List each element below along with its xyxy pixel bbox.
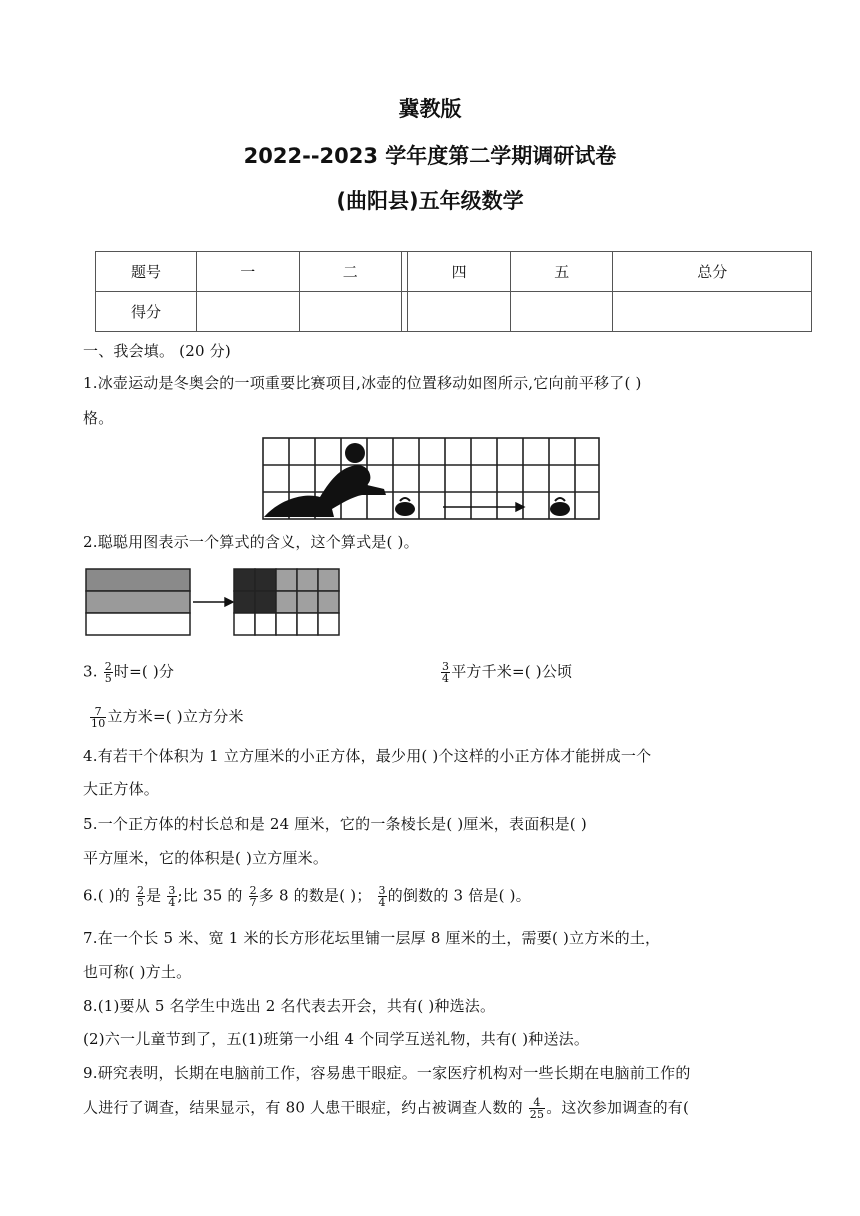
question-6-part: 6.( )的 [83, 886, 130, 905]
fraction: $\frac{2}{5}$ [104, 660, 112, 685]
score-cell: 二 [299, 252, 402, 292]
question-4-text: 4.有若干个体积为 1 立方厘米的小正方体，最少用( )个这样的小正方体才能拼成一个 [83, 747, 652, 765]
score-cell [510, 292, 613, 332]
fraction: $\frac{2}{7}$ [249, 884, 257, 909]
score-cell: 得分 [96, 292, 197, 332]
curling-stone-end-icon [550, 498, 570, 516]
question-5-text: 5.一个正方体的村长总和是 24 厘米，它的一条棱长是( )厘米，表面积是( ) [83, 815, 587, 833]
right-arrow-icon [193, 598, 233, 606]
score-cell: 题号 [96, 252, 197, 292]
score-cell [299, 292, 402, 332]
question-6-part: 是 [146, 886, 162, 905]
score-cell [613, 292, 812, 332]
question-3-part2-text: 平方千米=( )公顷 [451, 662, 573, 681]
question-8-part2: (2)六一儿童节到了，五(1)班第一小组 4 个同学互送礼物，共有( )种送法。 [83, 1030, 590, 1048]
score-cell: 总分 [613, 252, 812, 292]
fraction: $\frac{3}{4}$ [442, 660, 450, 685]
question-1-text: 1.冰壶运动是冬奥会的一项重要比赛项目,冰壶的位置移动如图所示,它向前平移了( ) [83, 374, 642, 392]
publisher-title: 冀教版 [398, 97, 462, 121]
fraction-model-figure [83, 567, 343, 637]
exam-subtitle: (曲阳县)五年级数学 [336, 189, 524, 213]
question-9-text-cont [83, 1097, 689, 1120]
score-cell [197, 292, 300, 332]
question-6-part: 的倒数的 3 倍是( )。 [387, 886, 531, 905]
question-7-text-cont: 也可称( )方土。 [83, 963, 192, 981]
question-6-part: ;比 35 的 [177, 886, 243, 905]
score-cell: 四 [408, 252, 511, 292]
question-3-number: 3. [83, 662, 98, 681]
question-9-part: 人进行了调查，结果显示，有 80 人患干眼症，约占被调查人数的 [83, 1098, 523, 1117]
question-1-text-cont: 格。 [83, 409, 114, 427]
question-3-line1 [83, 661, 174, 684]
fraction-bar-left [86, 569, 190, 635]
question-3-part2 [440, 661, 572, 684]
score-cell: 五 [510, 252, 613, 292]
score-cell: 一 [197, 252, 300, 292]
question-3-part1: 时=( )分 [113, 662, 175, 681]
fraction-grid-right [234, 569, 339, 635]
score-table [95, 251, 812, 332]
question-3-line2 [89, 706, 244, 729]
movement-arrow-icon [443, 503, 524, 511]
curling-stone-start-icon [395, 498, 415, 516]
fraction: $\frac{7}{10}$ [91, 705, 106, 730]
curling-grid-figure [262, 437, 600, 521]
question-5-text-cont: 平方厘米，它的体积是( )立方厘米。 [83, 849, 329, 867]
score-table-header-row [96, 252, 812, 292]
fraction: $\frac{2}{5}$ [136, 884, 145, 909]
section-heading: 一、我会填。 (20 分) [83, 342, 231, 360]
score-table-score-row [96, 292, 812, 332]
question-7-text: 7.在一个长 5 米、宽 1 米的长方形花坛里铺一层厚 8 厘米的土，需要( )立方米的土， [83, 929, 661, 947]
question-4-text-cont: 大正方体。 [83, 780, 160, 798]
question-6-part: 多 8 的数是( )； [258, 886, 372, 905]
question-2-text: 2.聪聪用图表示一个算式的含义，这个算式是( )。 [83, 533, 419, 551]
question-6-text [83, 885, 531, 908]
score-cell [408, 292, 511, 332]
question-9-text: 9.研究表明，长期在电脑前工作，容易患干眼症。一家医疗机构对一些长期在电脑前工作的 [83, 1064, 691, 1082]
fraction: $\frac{4}{25}$ [529, 1096, 545, 1121]
question-3-part3: 立方米=( )立方分米 [107, 707, 244, 726]
question-9-part: 。这次参加调查的有( [546, 1098, 690, 1117]
fraction: $\frac{3}{4}$ [378, 884, 386, 909]
fraction: $\frac{3}{4}$ [168, 884, 176, 909]
exam-title: 2022--2023 学年度第二学期调研试卷 [243, 144, 617, 168]
question-8-part1: 8.(1)要从 5 名学生中选出 2 名代表去开会，共有( )种选法。 [83, 997, 496, 1015]
